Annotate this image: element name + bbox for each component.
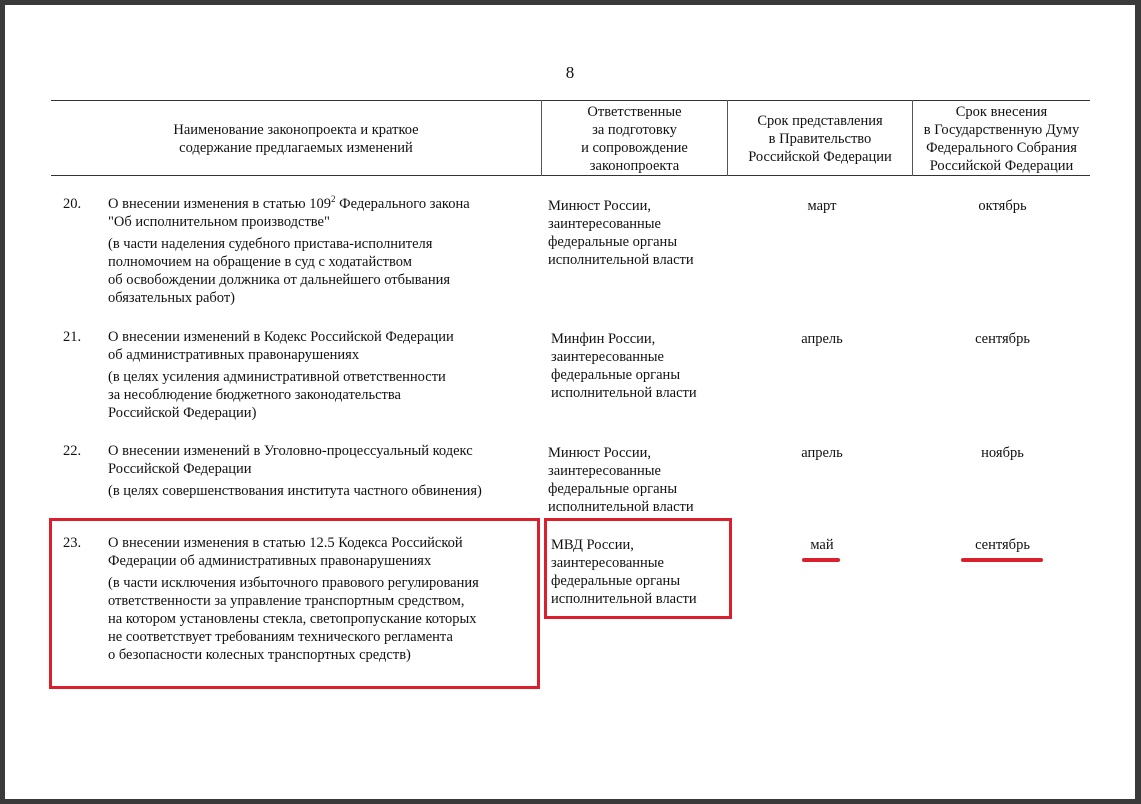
row-gov-deadline: март [807, 198, 837, 214]
document-page [5, 5, 1135, 799]
header-duma-deadline [913, 103, 1090, 175]
row-desc-line: (в целях усиления административной ответственности [108, 369, 446, 385]
row-title [108, 442, 538, 478]
header-name-line: Наименование законопроекта и краткое [173, 122, 419, 138]
row-desc-line: ответственности за управление транспортным средством, [108, 593, 465, 609]
row-desc-line: (в части исключения избыточного правового регулирования [108, 575, 479, 591]
row-desc-line: не соответствует требованиям технического регламента [108, 629, 453, 645]
row-title-superscript: 2 [331, 194, 336, 205]
row-title-text: О внесении изменения в статью 109 [108, 196, 331, 212]
header-gov-line: Российской Федерации [748, 149, 892, 165]
header-responsible-line: за подготовку [592, 122, 677, 138]
row-gov-deadline: май [810, 537, 834, 553]
row-title-line: Федерации об административных правонарушениях [108, 553, 432, 569]
row-desc-line: о безопасности колесных транспортных средств) [108, 647, 411, 663]
row-resp-line: исполнительной власти [551, 385, 697, 401]
row-resp-line: федеральные органы [551, 573, 681, 589]
row-resp-line: заинтересованные [548, 463, 661, 479]
header-bottom-rule [51, 175, 1090, 176]
row-desc-line: за несоблюдение бюджетного законодательства [108, 387, 401, 403]
row-resp-line: Минюст России, [548, 445, 651, 461]
row-duma-deadline: октябрь [978, 198, 1027, 214]
header-responsible-line: и сопровождение [581, 140, 688, 156]
row-responsible [548, 197, 728, 269]
row-responsible [548, 444, 728, 516]
header-duma-line: Срок внесения [955, 104, 1048, 120]
header-name-line: содержание предлагаемых изменений [179, 140, 413, 156]
row-title [108, 328, 538, 364]
header-top-rule [51, 100, 1090, 101]
row-desc-line: (в части наделения судебного пристава-исполнителя [108, 236, 433, 252]
row-title-line: О внесении изменений в Кодекс Российской Федерации [108, 329, 454, 345]
row-desc-line: Российской Федерации) [108, 405, 257, 421]
row-number: 21. [63, 329, 82, 345]
row-desc-line: на котором установлены стекла, светопропускание которых [108, 611, 477, 627]
row-resp-line: исполнительной власти [548, 499, 694, 515]
row-resp-line: федеральные органы [551, 367, 681, 383]
header-responsible-line: Ответственные [587, 104, 682, 120]
row-title-line: О внесении изменений в Уголовно-процессуальный кодекс [108, 443, 473, 459]
highlight-box-responsible [544, 518, 732, 619]
row-gov-deadline: апрель [801, 331, 843, 347]
header-gov-deadline [728, 112, 912, 166]
header-gov-line: Срок представления [757, 113, 883, 129]
row-duma-deadline: ноябрь [981, 445, 1024, 461]
row-resp-line: МВД России, [551, 537, 634, 553]
row-title-line: об административных правонарушениях [108, 347, 360, 363]
row-title-line: О внесении изменения в статью 12.5 Кодекса Российской [108, 535, 463, 551]
row-desc-line: (в целях совершенствования института частного обвинения) [108, 483, 482, 499]
row-desc-line: полномочием на обращение в суд с ходатайством [108, 254, 412, 270]
highlight-underline-duma [961, 558, 1043, 562]
row-resp-line: Минюст России, [548, 198, 651, 214]
row-resp-line: федеральные органы [548, 481, 678, 497]
header-duma-line: в Государственную Думу [923, 122, 1080, 138]
header-duma-line: Федерального Собрания [926, 140, 1077, 156]
row-desc-line: об освобождении должника от дальнейшего отбывания [108, 272, 451, 288]
row-desc-line: обязательных работ) [108, 290, 236, 306]
row-resp-line: федеральные органы [548, 234, 678, 250]
header-duma-line: Российской Федерации [929, 158, 1074, 174]
row-duma-deadline: сентябрь [975, 537, 1030, 553]
row-number: 22. [63, 443, 82, 459]
header-responsible-line: законопроекта [589, 158, 680, 174]
row-number: 20. [63, 196, 82, 212]
row-responsible [551, 330, 731, 402]
header-gov-line: в Правительство [768, 131, 872, 147]
row-resp-line: заинтересованные [551, 555, 664, 571]
row-resp-line: заинтересованные [551, 349, 664, 365]
row-resp-line: исполнительной власти [548, 252, 694, 268]
row-description [108, 235, 538, 307]
row-resp-line: исполнительной власти [551, 591, 697, 607]
header-responsible [542, 103, 727, 175]
row-resp-line: Минфин России, [551, 331, 656, 347]
row-title-line [108, 195, 538, 213]
page-number: 8 [565, 63, 575, 82]
row-description [108, 482, 538, 500]
row-title-line: Российской Федерации [108, 461, 252, 477]
header-name [51, 121, 541, 157]
row-resp-line: заинтересованные [548, 216, 661, 232]
row-number: 23. [63, 535, 82, 551]
row-description [108, 368, 538, 422]
row-title-suffix: Федерального закона [335, 196, 470, 212]
highlight-underline-gov [802, 558, 840, 562]
row-gov-deadline: апрель [801, 445, 843, 461]
row-title-line: "Об исполнительном производстве" [108, 214, 330, 230]
row-duma-deadline: сентябрь [975, 331, 1030, 347]
row-title [108, 195, 538, 231]
highlight-box-title [49, 518, 540, 689]
